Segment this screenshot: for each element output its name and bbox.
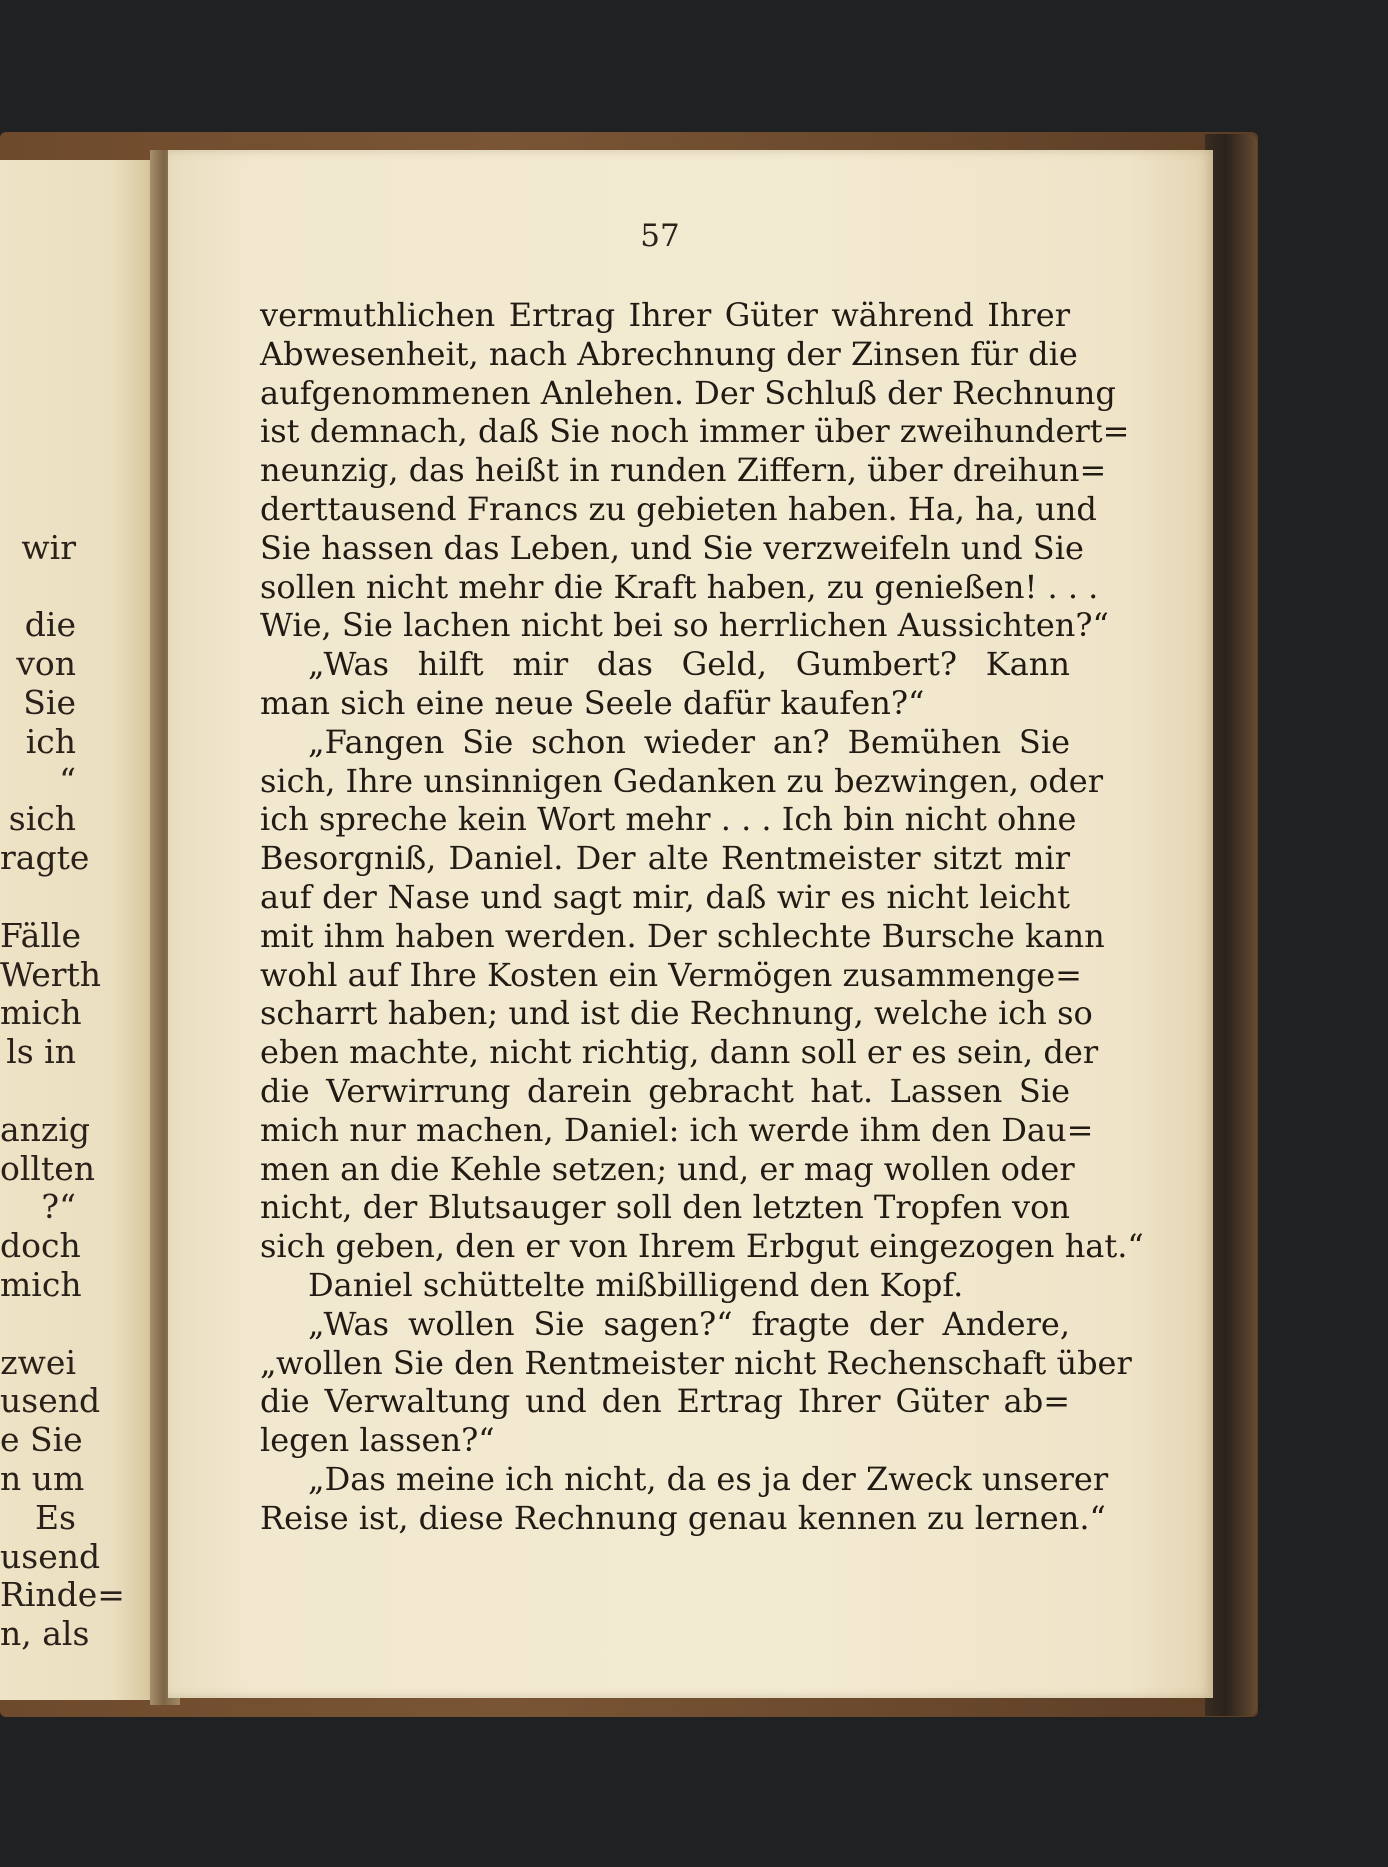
text-line: Wie, Sie lachen nicht bei so herrlichen Aussichten?“ — [260, 606, 1109, 645]
previous-page-line: ragte — [0, 838, 90, 878]
text-line: mich nur machen, Daniel: ich werde ihm den Dau= — [260, 1110, 1094, 1149]
previous-page-line: usend — [0, 1381, 101, 1421]
previous-page-line: n um — [0, 1458, 85, 1498]
previous-page-line: Rinde= — [0, 1575, 125, 1615]
text-line: auf der Nase und sagt mir, daß wir es nicht leicht — [260, 877, 1070, 916]
text-line: Sie hassen das Leben, und Sie verzweifeln und Sie — [260, 528, 1084, 567]
text-line: vermuthlichen Ertrag Ihrer Güter während Ihrer — [260, 296, 1070, 334]
text-line: die Verwirrung darein gebracht hat. Lassen Sie — [260, 1071, 1070, 1110]
previous-page-line: die — [24, 605, 76, 645]
text-line: aufgenommenen Anlehen. Der Schluß der Rechnung — [260, 373, 1116, 412]
text-line: scharrt haben; und ist die Rechnung, welche ich so — [260, 994, 1093, 1033]
previous-page-line: doch — [0, 1226, 81, 1266]
text-line: sich, Ihre unsinnigen Gedanken zu bezwingen, oder — [260, 761, 1104, 800]
text-line: man sich eine neue Seele dafür kaufen?“ — [260, 683, 925, 722]
previous-page-line: usend — [0, 1536, 101, 1576]
previous-page-line — [0, 568, 152, 607]
text-line: „Was wollen Sie sagen?“ fragte der Andere, — [308, 1304, 1070, 1343]
previous-page-line: sich — [8, 799, 76, 839]
text-line: eben machte, nicht richtig, dann soll er es sein, der — [260, 1033, 1099, 1072]
previous-page-line: anzig — [0, 1109, 90, 1149]
text-line: men an die Kehle setzen; und, er mag wollen oder — [260, 1149, 1075, 1188]
text-line: sollen nicht mehr die Kraft haben, zu genießen! . . . — [260, 567, 1099, 606]
previous-page-line: Es — [34, 1497, 76, 1537]
page-number: 57 — [640, 218, 680, 254]
text-line: ist demnach, daß Sie noch immer über zweihundert= — [260, 412, 1130, 451]
previous-page-line: ollten — [0, 1148, 96, 1188]
text-line: ich spreche kein Wort mehr . . . Ich bin nicht ohne — [260, 800, 1077, 839]
previous-page-line: ich — [25, 721, 76, 761]
text-line: Besorgniß, Daniel. Der alte Rentmeister sitzt mir — [260, 839, 1070, 878]
text-line: „wollen Sie den Rentmeister nicht Rechenschaft über — [260, 1343, 1132, 1382]
previous-page-line: ?“ — [41, 1187, 76, 1227]
previous-page-line: von — [16, 644, 76, 684]
previous-page-line: mich — [0, 1264, 82, 1304]
previous-page-line: “ — [59, 760, 76, 800]
text-line: nicht, der Blutsauger soll den letzten Tropfen von — [260, 1188, 1070, 1227]
text-line: „Was hilft mir das Geld, Gumbert? Kann — [308, 645, 1070, 684]
previous-page-line: zwei — [0, 1342, 76, 1382]
text-line: sich geben, den er von Ihrem Erbgut eingezogen hat.“ — [260, 1227, 1144, 1266]
text-line: „Fangen Sie schon wieder an? Bemühen Sie — [308, 722, 1070, 761]
previous-page-line: wir — [21, 527, 76, 567]
previous-page-line — [0, 878, 152, 917]
previous-page-line — [0, 1072, 152, 1111]
text-line: Reise ist, diese Rechnung genau kennen zu lernen.“ — [260, 1498, 1106, 1537]
previous-page-text — [0, 490, 152, 1654]
page-body-text — [260, 296, 1144, 1538]
text-line: legen lassen?“ — [260, 1421, 495, 1460]
text-line: neunzig, das heißt in runden Ziffern, über dreihun= — [260, 451, 1107, 490]
text-line: Daniel schüttelte mißbilligend den Kopf. — [308, 1265, 964, 1304]
text-line: die Verwaltung und den Ertrag Ihrer Güter ab= — [260, 1382, 1070, 1421]
previous-page-line: Werth — [0, 954, 102, 994]
text-line: Abwesenheit, nach Abrechnung der Zinsen für die — [260, 334, 1078, 373]
previous-page-line: e Sie — [0, 1420, 83, 1460]
previous-page-line — [0, 490, 152, 529]
previous-page — [0, 160, 160, 1700]
previous-page-line: ls in — [6, 1032, 76, 1072]
previous-page-line: Fälle — [0, 915, 81, 955]
text-line: „Das meine ich nicht, da es ja der Zweck unserer — [308, 1459, 1109, 1498]
previous-page-line: mich — [0, 993, 82, 1033]
previous-page-line: Sie — [23, 682, 76, 722]
text-line: derttausend Francs zu gebieten haben. Ha, ha, und — [260, 489, 1097, 528]
text-line: mit ihm haben werden. Der schlechte Bursche kann — [260, 916, 1105, 955]
previous-page-line: n, als — [0, 1614, 90, 1654]
previous-page-line — [0, 1305, 152, 1344]
text-line: wohl auf Ihre Kosten ein Vermögen zusammenge= — [260, 955, 1082, 994]
